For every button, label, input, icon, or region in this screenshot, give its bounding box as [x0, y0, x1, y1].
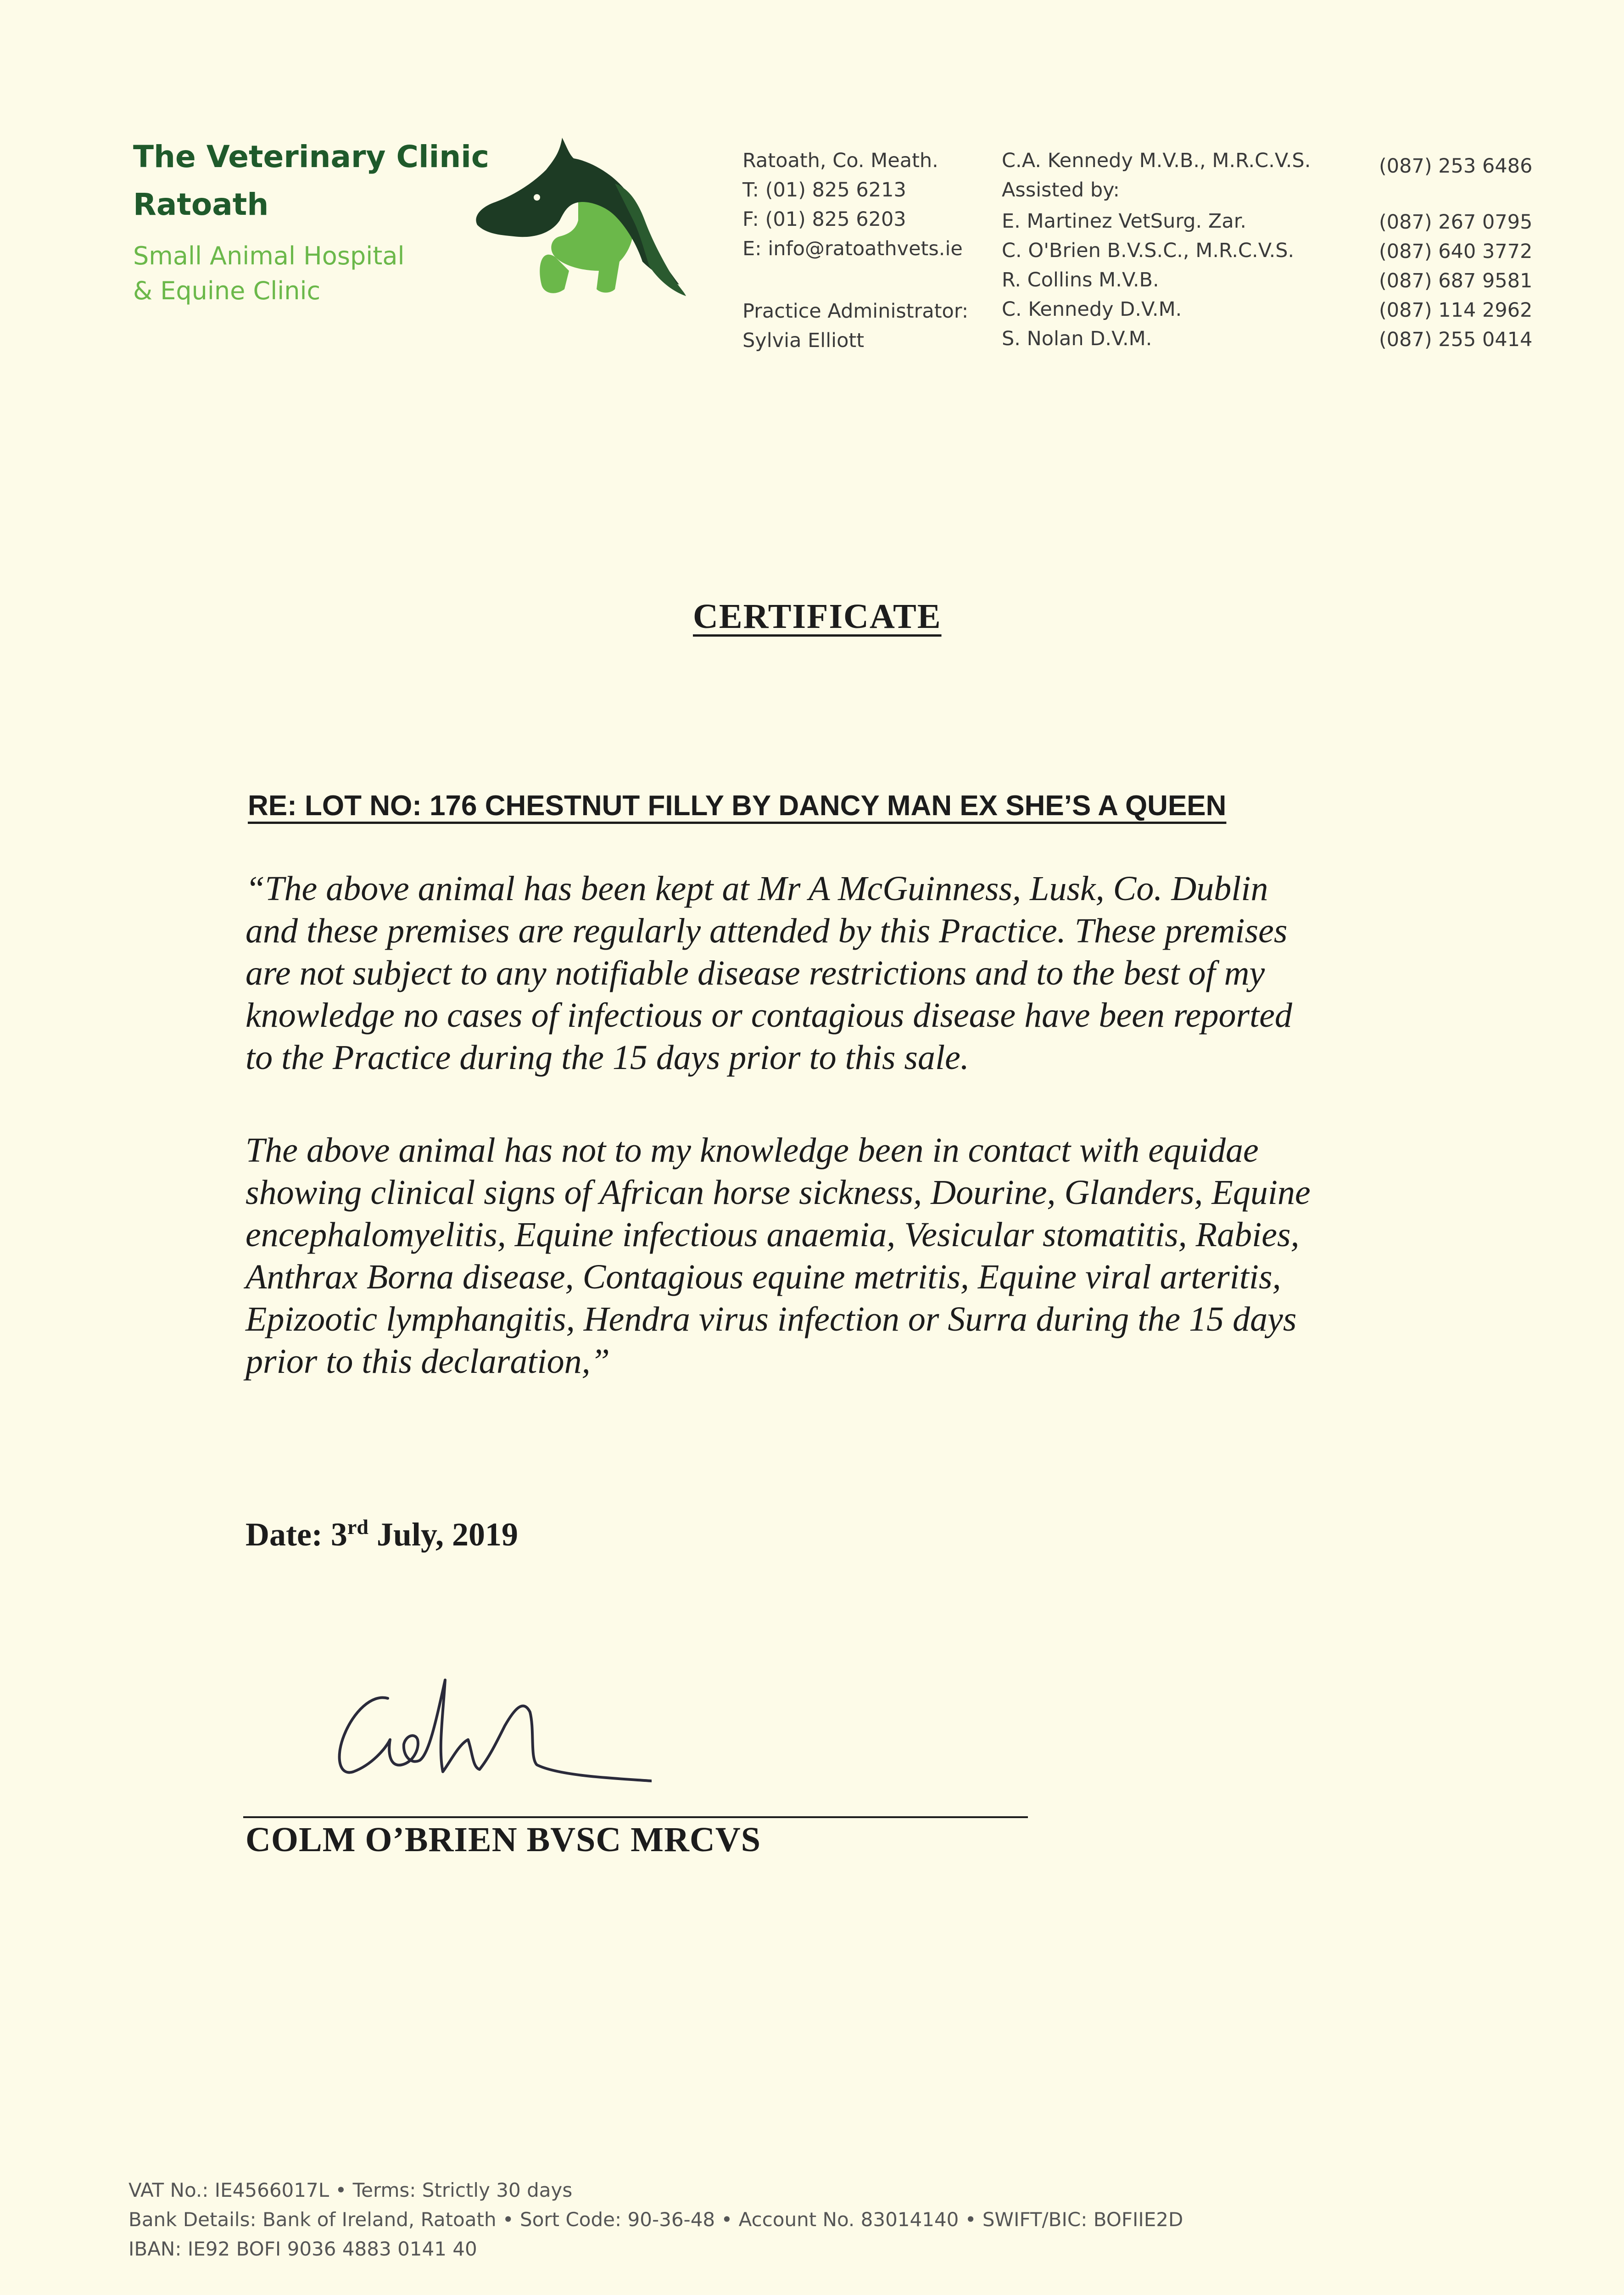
- address-email: E: info@ratoathvets.ie: [742, 237, 963, 260]
- signature-line: [243, 1816, 1028, 1818]
- paragraph-line: “The above animal has been kept at Mr A McGuinness, Lusk, Co. Dublin: [246, 869, 1268, 908]
- vet-phone: (087) 255 0414: [1379, 328, 1533, 351]
- vet-list: [1002, 146, 1311, 353]
- clinic-tagline-line1: Small Animal Hospital: [133, 241, 405, 270]
- vet-phone: (087) 687 9581: [1379, 269, 1533, 292]
- vet-assistant: S. Nolan D.V.M.: [1002, 327, 1152, 350]
- paragraph-line: knowledge no cases of infectious or contagious disease have been reported: [246, 996, 1292, 1035]
- paragraph-line: showing clinical signs of African horse sickness, Dourine, Glanders, Equine: [246, 1173, 1311, 1212]
- signer-name: COLM O’BRIEN BVSC MRCVS: [246, 1820, 761, 1859]
- paragraph-line: encephalomyelitis, Equine infectious anaemia, Vesicular stomatitis, Rabies,: [246, 1215, 1300, 1254]
- address-spacer: [742, 263, 968, 297]
- vet-phone-list: [1379, 151, 1532, 354]
- administrator-name: Sylvia Elliott: [742, 329, 865, 352]
- address-fax: F: (01) 825 6203: [742, 208, 906, 231]
- clinic-name-line2: Ratoath: [133, 187, 269, 222]
- vet-assistant: R. Collins M.V.B.: [1002, 269, 1159, 291]
- paragraph-line: to the Practice during the 15 days prior to this sale.: [246, 1038, 969, 1077]
- paragraph-line: The above animal has not to my knowledge been in contact with equidae: [246, 1131, 1259, 1170]
- address-phone: T: (01) 825 6213: [742, 179, 906, 202]
- vet-assistant: E. Martinez VetSurg. Zar.: [1002, 210, 1247, 233]
- date-label: Date: 3: [246, 1516, 347, 1553]
- footer-bank: Bank Details: Bank of Ireland, Ratoath • Sort Code: 90-36-48 • Account No. 83014140 • SWIFT/BIC: BOFIIE2D: [128, 2208, 1183, 2231]
- vet-phone: (087) 267 0795: [1379, 211, 1533, 234]
- vet-assistant: C. O'Brien B.V.S.C., M.R.C.V.S.: [1002, 239, 1295, 262]
- paragraph-line: Anthrax Borna disease, Contagious equine metritis, Equine viral arteritis,: [246, 1258, 1281, 1296]
- declaration-paragraph-2: [246, 1129, 1393, 1383]
- declaration-paragraph-1: [246, 868, 1393, 1079]
- clinic-name-line1: The Veterinary Clinic: [133, 139, 489, 174]
- certificate-title: CERTIFICATE: [693, 597, 942, 636]
- date-ordinal: rd: [347, 1515, 368, 1539]
- clinic-tagline-line2: & Equine Clinic: [133, 276, 321, 305]
- date-rest: July, 2019: [368, 1516, 518, 1553]
- footer-vat: VAT No.: IE4566017L • Terms: Strictly 30 days: [128, 2179, 573, 2201]
- paragraph-line: prior to this declaration,”: [246, 1342, 610, 1381]
- phone-spacer: [1379, 181, 1532, 207]
- vet-principal: C.A. Kennedy M.V.B., M.R.C.V.S.: [1002, 149, 1311, 172]
- footer-iban: IBAN: IE92 BOFI 9036 4883 0141 40: [128, 2238, 477, 2260]
- address-town: Ratoath, Co. Meath.: [742, 149, 938, 172]
- certificate-date: [246, 1515, 518, 1554]
- paragraph-line: and these premises are regularly attended by this Practice. These premises: [246, 912, 1288, 950]
- footer-details: [128, 2176, 1183, 2264]
- vet-phone: (087) 253 6486: [1379, 155, 1533, 178]
- paragraph-line: Epizootic lymphangitis, Hendra virus infection or Surra during the 15 days: [246, 1300, 1297, 1338]
- vet-assistant: C. Kennedy D.V.M.: [1002, 298, 1182, 321]
- clinic-address: [742, 146, 968, 355]
- assisted-by-label: Assisted by:: [1002, 179, 1120, 202]
- vet-phone: (087) 114 2962: [1379, 299, 1533, 322]
- handwritten-signature: [321, 1666, 652, 1804]
- horse-dog-cat-logo-icon: [463, 133, 702, 312]
- lot-reference: RE: LOT NO: 176 CHESTNUT FILLY BY DANCY MAN EX SHE’S A QUEEN: [248, 790, 1227, 822]
- clinic-brand: [133, 133, 500, 308]
- vet-phone: (087) 640 3772: [1379, 240, 1533, 263]
- paragraph-line: are not subject to any notifiable disease restrictions and to the best of my: [246, 954, 1265, 992]
- administrator-label: Practice Administrator:: [742, 300, 969, 323]
